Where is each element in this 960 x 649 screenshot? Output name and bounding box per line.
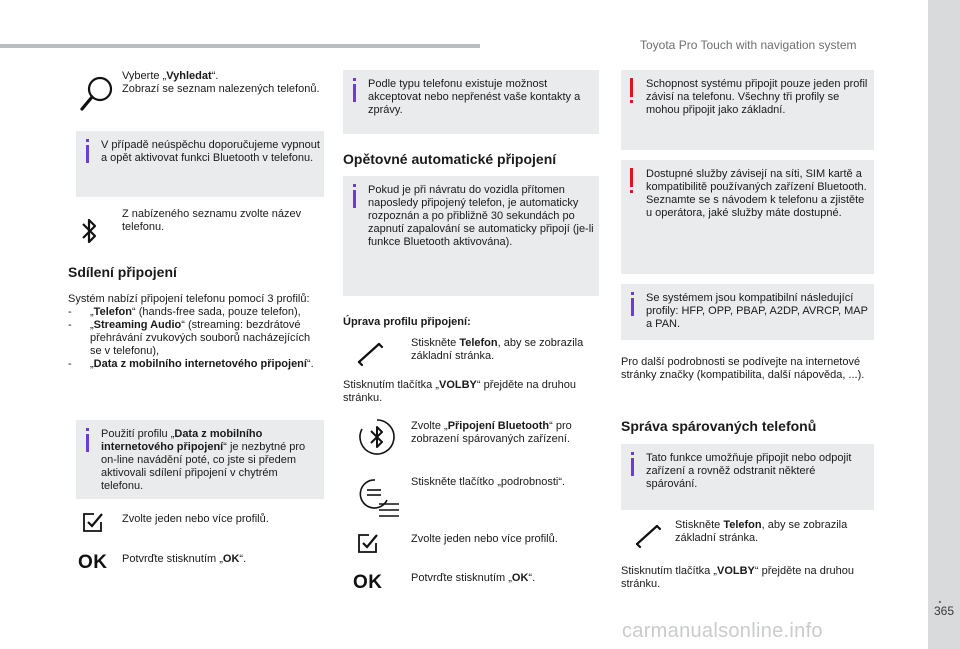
running-header: Toyota Pro Touch with navigation system (640, 38, 857, 52)
info-icon (631, 292, 634, 316)
warning-text: Dostupné služby závisejí na síti, SIM kartě a kompatibilitě používaných zařízení Bluetooth. Seznamte se s návodem k telefonu a zjistěte u operátora, jaké služby máte dostupné. (646, 168, 867, 219)
heading-reconnect: Opětovné automatické připojení (343, 151, 557, 167)
warning-box-profiles (621, 70, 874, 150)
checkbox-icon (357, 532, 379, 554)
step-choose-profiles: Zvolte jeden nebo více profilů. (411, 533, 558, 545)
info-box-data (76, 420, 324, 499)
page-edge-bar (928, 0, 960, 649)
info-box-compatibility (621, 284, 874, 340)
search-icon (78, 74, 116, 114)
bluetooth-settings-icon (357, 417, 397, 457)
step-confirm-ok: Potvrďte stisknutím „OK“. (411, 572, 536, 584)
info-icon (86, 428, 89, 452)
profiles-text: Systém nabízí připojení telefonu pomocí 3 profilů: - „Telefon“ (hands-free sada, pouze telefon), - „Streaming Audio“ (streaming: bezdrátové přehrávání zvukových souborů nacházejících se v telefonu), - „Data z mobilního internetového připojení“. (68, 293, 324, 371)
step-confirm-ok: Potvrďte stisknutím „OK“. (122, 553, 247, 565)
heading-share: Sdílení připojení (68, 264, 177, 280)
ok-icon: OK (78, 552, 108, 573)
checkbox-icon (82, 511, 104, 533)
profile-item: - „Streaming Audio“ (streaming: bezdrátové přehrávání zvukových souborů nacházejících se v telefonu), (68, 319, 324, 358)
info-box-bluetooth (76, 131, 324, 197)
step-search: Vyberte „Vyhledat“. Zobrazí se seznam nalezených telefonů. (122, 70, 320, 95)
info-text: V případě neúspěchu doporučujeme vypnout a opět aktivovat funkci Bluetooth v telefonu. (101, 139, 320, 164)
info-box-profile-type (343, 70, 599, 134)
info-icon (86, 139, 89, 163)
info-icon (353, 78, 356, 102)
warning-box-services (621, 160, 874, 274)
info-text: Podle typu telefonu existuje možnost akceptovat nebo nepřenést vaše kontakty a zprávy. (368, 78, 581, 116)
ok-icon: OK (353, 572, 383, 593)
info-text: Použití profilu „Data z mobilního internetového připojení“ je nezbytné pro on-line navádění poté, co jste si předem aktivovali sdílení připojení v chytrém telefonu. (101, 428, 306, 492)
warning-text: Schopnost systému připojit pouze jeden profil závisí na telefonu. Všechny tři profily se mohou připojit jako základní. (646, 78, 868, 116)
step-options: Stisknutím tlačítka „VOLBY“ přejděte na druhou stránku. (343, 379, 576, 404)
step-bt-connection: Zvolte „Připojení Bluetooth“ pro zobrazení spárovaných zařízení. (411, 420, 572, 445)
top-rule (0, 44, 480, 48)
info-box-manage (621, 444, 874, 510)
step-options: Stisknutím tlačítka „VOLBY“ přejděte na druhou stránku. (621, 565, 854, 590)
heading-manage: Správa spárovaných telefonů (621, 418, 817, 434)
step-press-phone: Stiskněte Telefon, aby se zobrazila základní stránka. (411, 337, 584, 362)
subheading-edit-profile: Úprava profilu připojení: (343, 316, 471, 328)
profile-item: - „Data z mobilního internetového připojení“. (68, 358, 324, 371)
warning-icon (629, 78, 634, 106)
phone-icon (633, 522, 663, 550)
info-text: Tato funkce umožňuje připojit nebo odpojit zařízení a rovněž odstranit některé spárování. (646, 452, 852, 490)
bluetooth-icon (80, 216, 100, 246)
step-choose-phone: Z nabízeného seznamu zvolte název telefonu. (122, 208, 302, 233)
step-choose-profiles: Zvolte jeden nebo více profilů. (122, 513, 269, 525)
watermark: carmanualsonline.info (622, 620, 823, 642)
page-number: 365 (933, 604, 954, 618)
step-details: Stiskněte tlačítko „podrobnosti“. (411, 476, 566, 488)
info-text: Pokud je při návratu do vozidla přítomen naposledy připojený telefon, je automaticky rozpoznán a po přibližně 30 sekundách po zapnutí zapalování se automaticky připojí (je-li funkce Bluetooth aktivována). (368, 184, 594, 248)
info-box-reconnect (343, 176, 599, 296)
profile-item: - „Telefon“ (hands-free sada, pouze telefon), (68, 306, 324, 319)
info-icon (631, 452, 634, 476)
info-text: Se systémem jsou kompatibilní následující profily: HFP, OPP, PBAP, A2DP, AVRCP, MAP a PAN. (646, 292, 868, 330)
more-info-text: Pro další podrobnosti se podívejte na internetové stránky značky (kompatibilita, další nápověda, ...). (621, 356, 865, 381)
info-icon (353, 184, 356, 208)
step-press-phone: Stiskněte Telefon, aby se zobrazila základní stránka. (675, 519, 848, 544)
continuation-marker: . (938, 590, 942, 606)
phone-icon (355, 340, 385, 368)
warning-icon (629, 168, 634, 196)
details-icon (357, 478, 401, 520)
